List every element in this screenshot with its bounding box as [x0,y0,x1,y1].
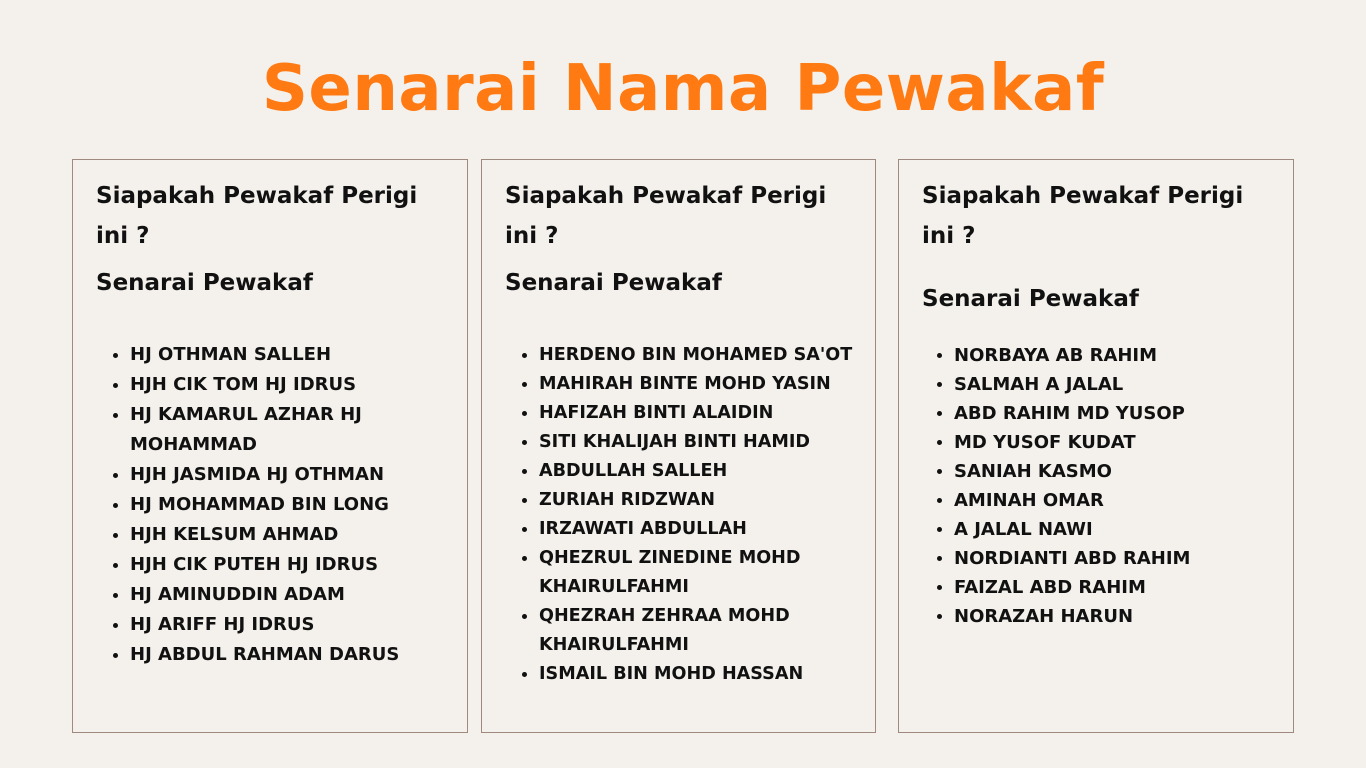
list-item: HERDENO BIN MOHAMED SA'OT [520,341,872,370]
donor-name-list [111,340,461,670]
list-item: ABD RAHIM MD YUSOP [935,399,1285,428]
card-subtitle: Senarai Pewakaf [922,286,1139,312]
list-item: NORDIANTI ABD RAHIM [935,544,1285,573]
card-subtitle: Senarai Pewakaf [96,270,313,296]
card-question: Siapakah Pewakaf Perigi ini ? [922,183,1244,249]
donor-card-1 [72,159,468,733]
list-item: NORBAYA AB RAHIM [935,341,1285,370]
list-item: QHEZRUL ZINEDINE MOHD KHAIRULFAHMI [520,544,872,602]
list-item: QHEZRAH ZEHRAA MOHD KHAIRULFAHMI [520,602,872,660]
list-item: ISMAIL BIN MOHD HASSAN [520,660,872,689]
list-item: HJ MOHAMMAD BIN LONG [111,490,461,520]
list-item: HJ ABDUL RAHMAN DARUS [111,640,461,670]
list-item: HJH CIK PUTEH HJ IDRUS [111,550,461,580]
list-item: HJ OTHMAN SALLEH [111,340,461,370]
card-subtitle: Senarai Pewakaf [505,270,722,296]
list-item: HJH CIK TOM HJ IDRUS [111,370,461,400]
list-item: A JALAL NAWI [935,515,1285,544]
donor-card-2 [481,159,876,733]
list-item: NORAZAH HARUN [935,602,1285,631]
list-item: SITI KHALIJAH BINTI HAMID [520,428,872,457]
list-item: MD YUSOF KUDAT [935,428,1285,457]
list-item: SANIAH KASMO [935,457,1285,486]
list-item: HJ AMINUDDIN ADAM [111,580,461,610]
list-item: ABDULLAH SALLEH [520,457,872,486]
list-item: HJ ARIFF HJ IDRUS [111,610,461,640]
donor-card-3 [898,159,1294,733]
list-item: HJH KELSUM AHMAD [111,520,461,550]
list-item: FAIZAL ABD RAHIM [935,573,1285,602]
list-item: AMINAH OMAR [935,486,1285,515]
donor-name-list [935,341,1285,631]
list-item: ZURIAH RIDZWAN [520,486,872,515]
card-question: Siapakah Pewakaf Perigi ini ? [505,183,827,249]
list-item: HJH JASMIDA HJ OTHMAN [111,460,461,490]
list-item: HAFIZAH BINTI ALAIDIN [520,399,872,428]
list-item: IRZAWATI ABDULLAH [520,515,872,544]
list-item: SALMAH A JALAL [935,370,1285,399]
list-item: MAHIRAH BINTE MOHD YASIN [520,370,872,399]
page-title: Senarai Nama Pewakaf [261,52,1105,126]
card-question: Siapakah Pewakaf Perigi ini ? [96,183,418,249]
list-item: HJ KAMARUL AZHAR HJ MOHAMMAD [111,400,461,460]
donor-name-list [520,341,872,689]
